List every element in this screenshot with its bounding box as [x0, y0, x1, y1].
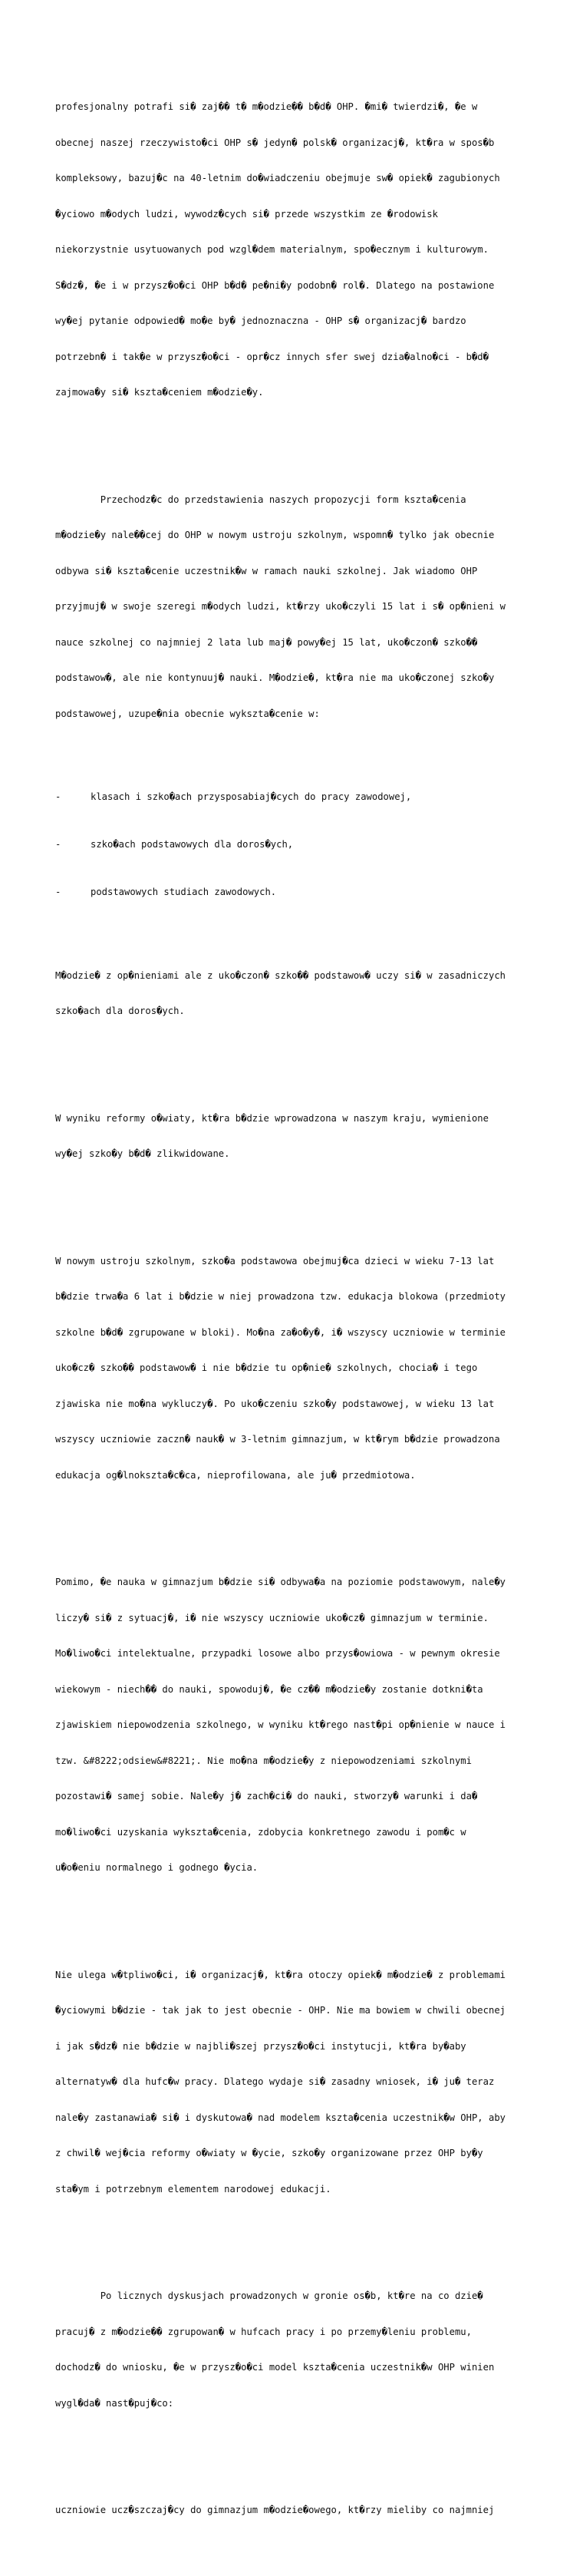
text-line: edukacja og�lnokszta�c�ca, nieprofilowana, ale ju� przedmiotowa. — [55, 1469, 416, 1481]
list-item — [55, 839, 546, 851]
text-line: z chwil� wej�cia reformy o�wiaty w �ycie, szko�y organizowane przez OHP by�y — [55, 2148, 483, 2158]
bullet-dash: - — [55, 791, 61, 802]
text-line: alternatyw� dla hufc�w pracy. Dlatego wydaje si� zasadny wniosek, i� ju� teraz — [55, 2076, 495, 2087]
paragraph-2 — [55, 471, 546, 745]
text-line: u�o�eniu normalnego i godnego �ycia. — [55, 1862, 259, 1873]
text-line: profesjonalny potrafi si� zaj�� t� m�odzie�� b�d� OHP. �mi� twierdzi�, �e w — [55, 101, 478, 112]
text-line: nauce szkolnej co najmniej 2 lata lub maj� powy�ej 15 lat, uko�czon� szko�� — [55, 636, 478, 648]
text-line: dochodz� do wniosku, �e w przysz�o�ci model kszta�cenia uczestnik�w OHP winien — [55, 2362, 495, 2373]
list-item — [55, 791, 546, 804]
text-line: odbywa si� kszta�cenie uczestnik�w w ramach nauki szkolnej. Jak wiadomo OHP — [55, 565, 478, 576]
text-line: pracuj� z m�odzie�� zgrupowan� w hufcach pracy i po przemy�leniu problemu, — [55, 2326, 472, 2337]
text-line: tzw. &#8222;odsiew&#8221;. Nie mo�na m�odzie�y z niepowodzeniami szkolnymi — [55, 1755, 472, 1766]
bullet-dash: - — [55, 839, 61, 850]
text-line: W wyniku reformy o�wiaty, kt�ra b�dzie wprowadzona w naszym kraju, wymienione — [55, 1112, 489, 1124]
text-line: sta�ym i potrzebnym elementem narodowej edukacji. — [55, 2183, 331, 2195]
text-line: zjawiskiem niepowodzenia szkolnego, w wyniku kt�rego nast�pi op�nienie w nauce i — [55, 1719, 506, 1730]
text-line: �yciowymi b�dzie - tak jak to jest obecnie - OHP. Nie ma bowiem w chwili obecnej — [55, 2005, 506, 2016]
paragraph-8 — [55, 2267, 546, 2433]
text-line: b�dzie trwa�a 6 lat i b�dzie w niej prowadzona tzw. edukacja blokowa (przedmioty — [55, 1291, 506, 1302]
text-line: przyjmuj� w swoje szeregi m�odych ludzi, kt�rzy uko�czyli 15 lat i s� op�nieni w — [55, 601, 506, 612]
text-line: podstawowej, uzupe�nia obecnie wykszta�cenie w: — [55, 708, 320, 719]
bullet-dash: - — [55, 887, 61, 897]
text-line: m�odzie�y nale��cej do OHP w nowym ustroju szkolnym, wspomn� tylko jak obecnie — [55, 530, 495, 540]
list-item-text: podstawowych studiach zawodowych. — [91, 887, 277, 897]
text-line: Pomimo, �e nauka w gimnazjum b�dzie si� odbywa�a na poziomie podstawowym, nale�y — [55, 1577, 506, 1587]
text-line: potrzebn� i tak�e w przysz�o�ci - opr�cz innych sfer swej dzia�alno�ci - b�d� — [55, 351, 489, 362]
text-line: podstawow�, ale nie kontynuuj� nauki. M�odzie�, kt�ra nie ma uko�czonej szko�y — [55, 672, 495, 683]
text-line: i jak s�dz� nie b�dzie w najbli�szej przysz�o�ci instytucji, kt�ra by�aby — [55, 2040, 466, 2052]
paragraph-3 — [55, 946, 546, 1042]
text-line: obecnej naszej rzeczywisto�ci OHP s� jedyn� polsk� organizacj�, kt�ra w spos�b — [55, 137, 495, 148]
text-line: nale�y zastanawia� si� i dyskutowa� nad modelem kszta�cenia uczestnik�w OHP, aby — [55, 2112, 506, 2123]
text-line: uczniowie ucz�szczaj�cy do gimnazjum m�odzie�owego, kt�rzy mieliby co najmniej — [55, 2505, 495, 2515]
list-item-text: szko�ach podstawowych dla doros�ych, — [91, 839, 294, 850]
paragraph-5 — [55, 1232, 546, 1506]
text-line: niekorzystnie usytuowanych pod wzgl�dem materialnym, spo�ecznym i kulturowym. — [55, 244, 489, 255]
text-line: wy�ej szko�y b�d� zlikwidowane. — [55, 1148, 230, 1159]
text-line: zajmowa�y si� kszta�ceniem m�odzie�y. — [55, 387, 264, 398]
list-item — [55, 887, 546, 899]
text-line: zjawiska nie mo�na wykluczy�. Po uko�czeniu szko�y podstawowej, w wieku 13 lat — [55, 1398, 495, 1409]
text-line: wszyscy uczniowie zaczn� nauk� w 3-letnim gimnazjum, w kt�rym b�dzie prowadzona — [55, 1434, 500, 1445]
paragraph-1 — [55, 78, 546, 423]
paragraph-6 — [55, 1553, 546, 1898]
paragraph-7 — [55, 1946, 546, 2220]
text-line: mo�liwo�ci uzyskania wykszta�cenia, zdobycia konkretnego zawodu i pom�c w — [55, 1826, 466, 1838]
text-line: Po licznych dyskusjach prowadzonych w gronie os�b, kt�re na co dzie� — [55, 2290, 483, 2301]
text-line: pozostawi� samej sobie. Nale�y j� zach�ci� do nauki, stworzy� warunki i da� — [55, 1791, 478, 1802]
text-line: W nowym ustroju szkolnym, szko�a podstawowa obejmuj�ca dzieci w wieku 7-13 lat — [55, 1255, 495, 1267]
text-line: wiekowym - niech�� do nauki, spowoduj�, �e cz�� m�odzie�y zostanie dotkni�ta — [55, 1683, 483, 1695]
list-item-text: klasach i szko�ach przysposabiaj�cych do pracy zawodowej, — [91, 791, 412, 802]
text-line: �yciowo m�odych ludzi, wywodz�cych si� przede wszystkim ze �rodowisk — [55, 208, 438, 220]
text-line: Mo�liwo�ci intelektualne, przypadki losowe albo przys�owiowa - w pewnym okresie — [55, 1648, 500, 1659]
text-line: liczy� si� z sytuacj�, i� nie wszyscy uczniowie uko�cz� gimnazjum w terminie. — [55, 1612, 489, 1623]
text-line: kompleksowy, bazuj�c na 40-letnim do�wiadczeniu obejmuje sw� opiek� zagubionych — [55, 173, 500, 183]
paragraph-9 — [55, 2481, 546, 2541]
text-line: szkolne b�d� zgrupowane w bloki). Mo�na za�o�y�, i� wszyscy uczniowie w terminie — [55, 1326, 506, 1338]
text-line: wygl�da� nast�puj�co: — [55, 2397, 174, 2409]
text-line: szko�ach dla doros�ych. — [55, 1006, 185, 1016]
text-line: wy�ej pytanie odpowied� mo�e by� jednoznaczna - OHP s� organizacj� bardzo — [55, 315, 466, 326]
text-line: uko�cz� szko�� podstawow� i nie b�dzie tu op�nie� szkolnych, chocia� i tego — [55, 1362, 478, 1373]
text-line: S�dz�, �e i w przysz�o�ci OHP b�d� pe�ni�y podobn� rol�. Dlatego na postawione — [55, 279, 495, 291]
text-line: Nie ulega w�tpliwo�ci, i� organizacj�, kt�ra otoczy opiek� m�odzie� z problemami — [55, 1969, 506, 1980]
paragraph-4 — [55, 1089, 546, 1184]
text-line: M�odzie� z op�nieniami ale z uko�czon� szko�� podstawow� uczy si� w zasadniczych — [55, 969, 506, 981]
document-body — [55, 54, 546, 2576]
text-line: Przechodz�c do przedstawienia naszych propozycji form kszta�cenia — [55, 494, 466, 505]
